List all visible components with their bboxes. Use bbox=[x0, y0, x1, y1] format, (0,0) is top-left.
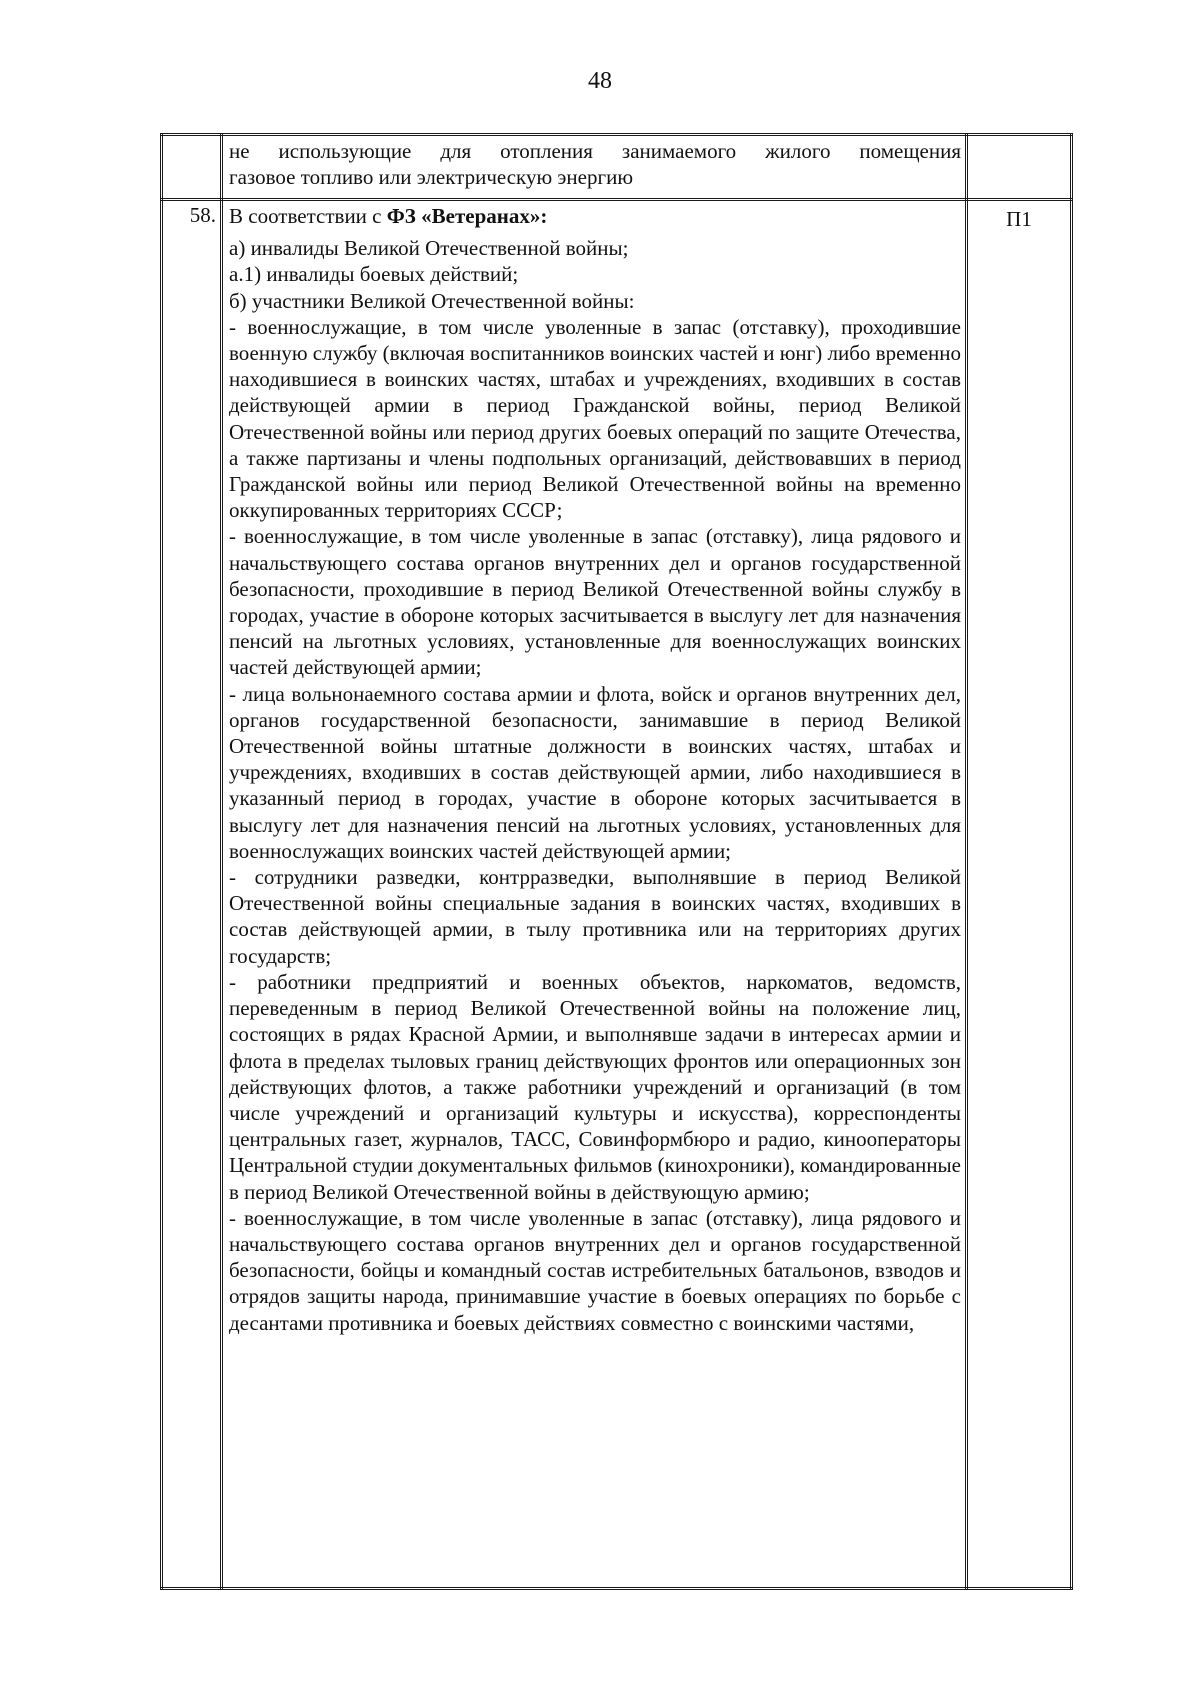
row-code-cell bbox=[967, 135, 1072, 200]
category-paragraph: - военнослужащие, в том числе уволенные в запас (отставку), лица рядового и начальствующего состава органов внутренних дел и органов государственной безопасности, бойцы и командный состав истребительных батальонов, взводов и отрядов защиты народа, принимавшие участие в боевых операциях по борьбе с десантами противника и боевых действиях совместно с воинскими частями, bbox=[229, 1205, 961, 1335]
row-number-cell bbox=[162, 135, 222, 200]
benefits-table bbox=[160, 133, 1073, 1590]
category-paragraph: - лица вольнонаемного состава армии и флота, войск и органов внутренних дел, органов государственной безопасности, занимавшие в период Великой Отечественной войны штатные должности в воинских частях, штабах и учреждениях, входивших в состав действующей армии, либо находившиеся в указанный период в городах, участие в обороне которых засчитывается в выслугу лет для назначения пенсий на льготных условиях, установленных для военнослужащих воинских частей действующей армии; bbox=[229, 681, 961, 863]
category-paragraph: - военнослужащие, в том числе уволенные в запас (отставку), лица рядового и начальствующего состава органов внутренних дел и органов государственной безопасности, проходившие в период Великой Отечественной войны службу в городах, участие в обороне которых засчитывается в выслугу лет для назначения пенсий на льготных условиях, установленные для военнослужащих воинских частей действующей армии; bbox=[229, 524, 961, 680]
law-name: ФЗ «Ветеранах»: bbox=[386, 204, 548, 228]
row-heading bbox=[229, 203, 961, 229]
list-item: а.1) инвалиды боевых действий; bbox=[229, 262, 519, 287]
table-row-58 bbox=[162, 200, 1072, 1589]
text-line: не использующие для отопления занимаемого жилого помещения bbox=[229, 139, 961, 163]
page-number: 48 bbox=[588, 68, 612, 94]
list-item: б) участники Великой Отечественной войны: bbox=[229, 288, 635, 313]
row-code-cell: П1 bbox=[967, 200, 1072, 1589]
category-paragraph: - работники предприятий и военных объектов, наркоматов, ведомств, переведенным в период Великой Отечественной войны на положение лиц, состоящих в рядах Красной Армии, и выполнявше задачи в интересах армии и флота в пределах тыловых границ действующих фронтов или операционных зон действующих флотов, а также работники учреждений и организаций (в том числе учреждений и организаций культуры и искусства), корреспонденты центральных газет, журналов, ТАСС, Совинформбюро и радио, кинооператоры Центральной студии документальных фильмов (кинохроники), командированные в период Великой Отечественной войны в действующую армию; bbox=[229, 969, 961, 1204]
row-text-cell bbox=[222, 135, 967, 200]
category-paragraph: - военнослужащие, в том числе уволенные в запас (отставку), проходившие военную службу (включая воспитанников воинских частей и юнг) либо временно находившиеся в воинских частях, штабах и учреждениях, входивших в состав действующей армии в период Гражданской войны, период Великой Отечественной войны или период других боевых операций по защите Отечества, а также партизаны и члены подпольных организаций, действовавших в период Гражданской войны или период Великой Отечественной войны на временно оккупированных территориях СССР; bbox=[229, 314, 961, 523]
category-paragraph: - сотрудники разведки, контрразведки, выполнявшие в период Великой Отечественной войны специальные задания в воинских частях, входивших в состав действующей армии, в тылу противника или на территориях других государств; bbox=[229, 865, 961, 968]
row-text-cell bbox=[222, 200, 967, 1589]
table-row-continued bbox=[162, 135, 1072, 200]
list-item: а) инвалиды Великой Отечественной войны; bbox=[229, 236, 629, 261]
row-number-cell: 58. bbox=[162, 200, 222, 1589]
text-line: газовое топливо или электрическую энергию bbox=[229, 165, 634, 190]
heading-prefix: В соответствии с bbox=[229, 204, 387, 228]
